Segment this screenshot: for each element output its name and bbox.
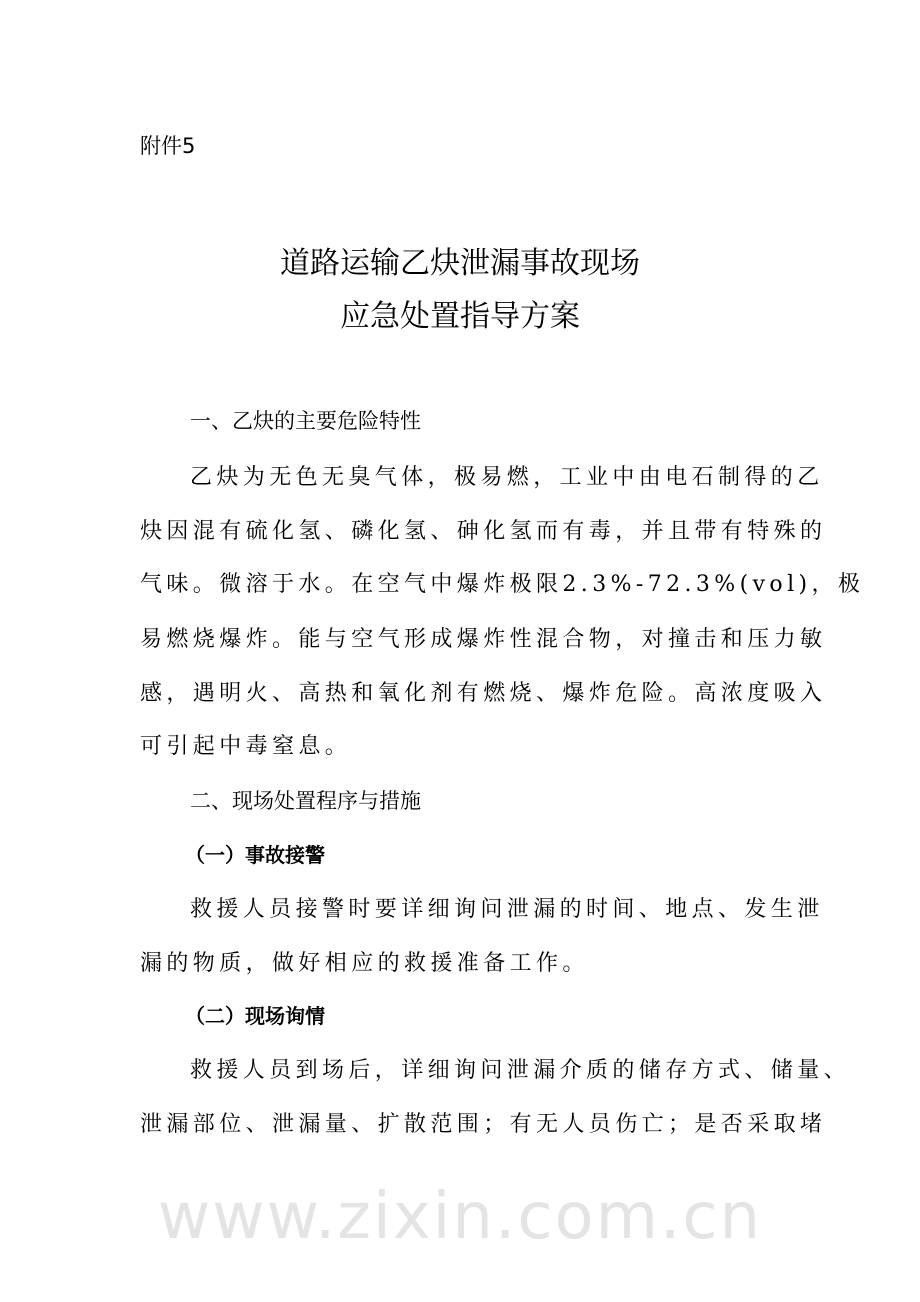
paragraph-line: 易燃烧爆炸。能与空气形成爆炸性混合物，对撞击和压力敏 [140, 627, 827, 652]
paragraph-line: 泄漏部位、泄漏量、扩散范围；有无人员伤亡；是否采取堵 [140, 1112, 827, 1137]
sub2-heading: （二）现场询情 [185, 1004, 325, 1028]
section1-heading: 一、乙炔的主要危险特性 [190, 409, 421, 433]
paragraph-line: 炔因混有硫化氢、磷化氢、砷化氢而有毒，并且带有特殊的 [140, 519, 827, 544]
title-line-2: 应急处置指导方案 [340, 299, 580, 334]
paragraph-line: 救援人员接警时要详细询问泄漏的时间、地点、发生泄 [190, 897, 824, 922]
paragraph-line: 气味。微溶于水。在空气中爆炸极限2.3%-72.3%(vol)，极 [140, 572, 865, 597]
paragraph-line: 感，遇明火、高热和氧化剂有燃烧、爆炸危险。高浓度吸入 [140, 681, 827, 706]
sub1-heading: （一）事故接警 [185, 843, 325, 867]
title-line-1: 道路运输乙炔泄漏事故现场 [280, 246, 640, 281]
paragraph-line: 可引起中毒窒息。 [140, 734, 352, 759]
paragraph-line: 乙炔为无色无臭气体，极易燃，工业中由电石制得的乙 [190, 465, 824, 490]
watermark: www.zixin.com.cn [157, 1180, 763, 1254]
paragraph-line: 漏的物质，做好相应的救援准备工作。 [140, 951, 589, 976]
section2-heading: 二、现场处置程序与措施 [190, 789, 421, 813]
paragraph-line: 救援人员到场后，详细询问泄漏介质的储存方式、储量、 [190, 1058, 851, 1083]
attachment-label: 附件5 [140, 134, 196, 158]
